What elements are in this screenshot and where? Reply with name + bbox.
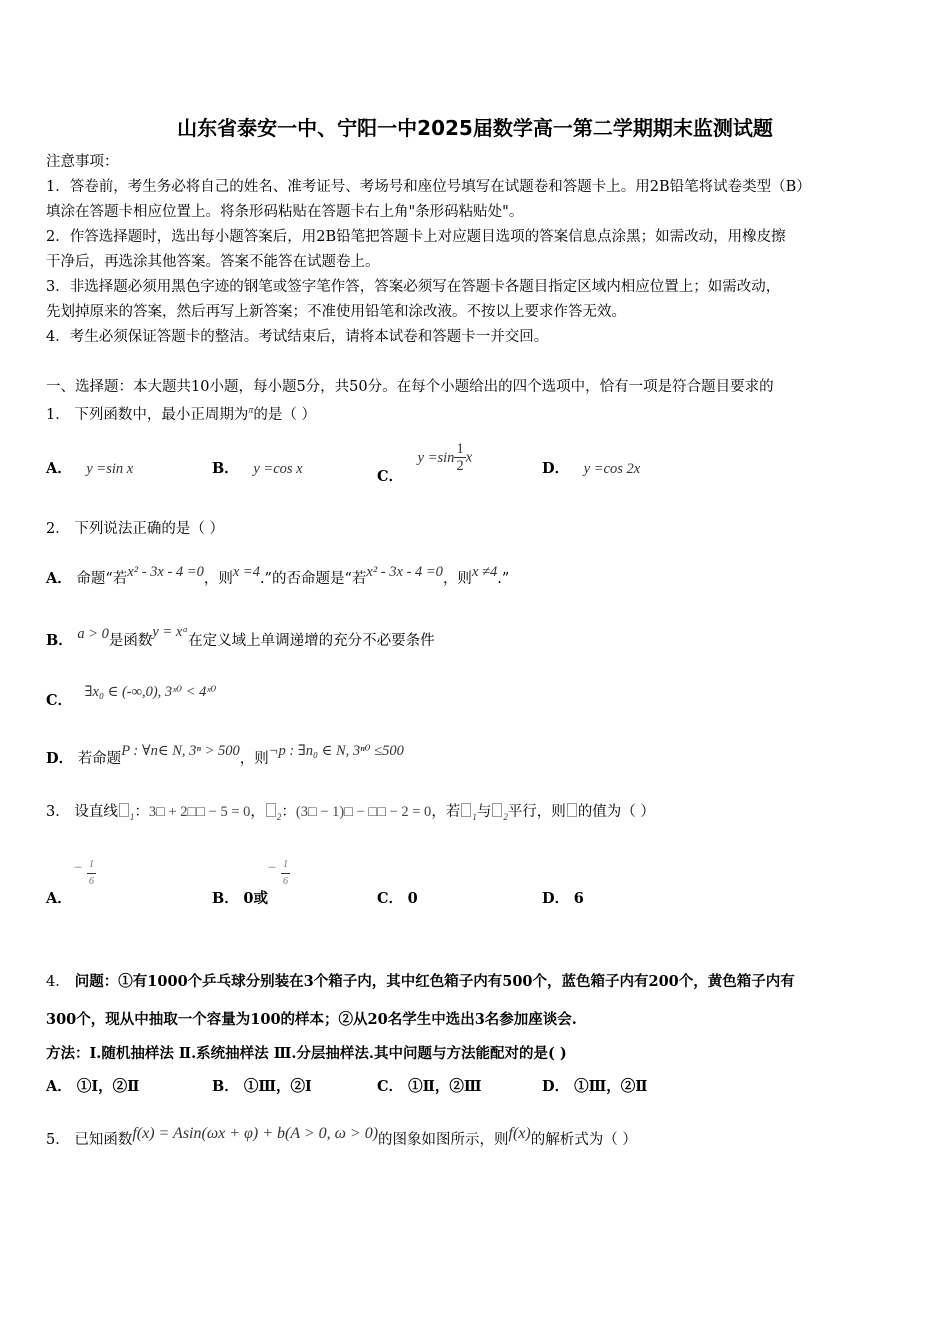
q4-option-c[interactable]: C． ①Ⅱ，②Ⅲ xyxy=(377,1078,482,1095)
note-2b: 干净后，再选涂其他答案。答案不能答在试题卷上。 xyxy=(46,254,380,270)
question-5: 5． 已知函数f(x) = Asin(ωx + φ) + b(A > 0, ω > 0)的图象如图所示，则f(x)的解析式为（ ） xyxy=(46,1125,637,1148)
q1-pi: π xyxy=(248,405,254,416)
q1-option-a[interactable]: A． y =sin x xyxy=(46,460,134,477)
q2-option-b[interactable]: B． a > 0是函数y = xᵃ在定义域上单调递增的充分不必要条件 xyxy=(46,624,435,649)
q1-stem-a: 下列函数中，最小正周期为 xyxy=(74,407,249,423)
question-1 xyxy=(46,401,904,425)
note-1a: 1．答卷前，考生务必将自己的姓名、准考证号、考场号和座位号填写在试题卷和答题卡上。用2B铅笔将试卷类型（B） xyxy=(46,179,811,195)
q2-option-c[interactable]: C． ∃x₀ ∈ (-∞,0), 3ˣ⁰ < 4ˣ⁰ xyxy=(46,684,217,709)
notes-heading: 注意事项： xyxy=(46,154,119,170)
q2-option-a[interactable]: A． 命题“若x² - 3x - 4 =0，则x =4.”的否命题是“若x² - 3x - 4 =0，则x ≠4.” xyxy=(46,564,510,587)
q3-option-c[interactable]: C． 0 xyxy=(377,890,418,907)
placeholder-box-icon xyxy=(567,803,577,817)
note-4: 4．考生必须保证答题卡的整洁。考试结束后，请将本试卷和答题卡一并交回。 xyxy=(46,329,549,345)
q1-number: 1． xyxy=(46,407,70,423)
note-1b: 填涂在答题卡相应位置上。将条形码粘贴在答题卡右上角"条形码粘贴处"。 xyxy=(46,204,524,220)
q2-option-d[interactable]: D． 若命题P : ∀n∈ N, 3ⁿ > 500，则¬p : ∃n₀ ∈ N, 3ⁿ⁰ ≤500 xyxy=(46,743,404,767)
q1-option-b[interactable]: B． y =cos x xyxy=(212,460,303,477)
q1-option-c[interactable]: C． y =sin $\frac{1}{2}$ x xyxy=(377,441,473,485)
q4-option-b[interactable]: B． ①Ⅲ，②Ⅰ xyxy=(212,1078,312,1095)
q1-stem-b: 的是（ ） xyxy=(253,407,316,423)
question-3: 3． 设直线 $_1$：3□ + 2□□ − 5 = 0， $_2$：(3□ − 1)□ − □□ − 2 = 0，若 $_1$与 $_2$平行，则 的值为（ ） xyxy=(46,804,655,822)
note-3b: 先划掉原来的答案，然后再写上新答案；不准使用铅笔和涂改液。不按以上要求作答无效。 xyxy=(46,304,626,320)
page-title: 山东省泰安一中、宁阳一中2025届数学高一第二学期期末监测试题 xyxy=(177,116,773,140)
q1-option-d-expr: y =cos 2x xyxy=(583,461,641,477)
question-4-line-2: 300个，现从中抽取一个容量为100的样本；②从20名学生中选出3名参加座谈会. xyxy=(46,1011,577,1028)
q1-option-c-expr-pre: y =sin xyxy=(417,449,455,466)
note-2a: 2．作答选择题时，选出每小题答案后，用2B铅笔把答题卡上对应题目选项的答案信息点涂黑；如需改动，用橡皮擦 xyxy=(46,229,786,245)
section-heading: 一、选择题：本大题共10小题，每小题5分，共50分。在每个小题给出的四个选项中，恰有一项是符合题目要求的 xyxy=(46,379,774,395)
question-2: 2． 下列说法正确的是（ ） xyxy=(46,521,224,537)
placeholder-box-icon xyxy=(119,803,129,817)
question-4-line-1: 4． 问题：①有1000个乒乓球分别装在3个箱子内，其中红色箱子内有500个，蓝色箱子内有200个，黄色箱子内有 xyxy=(46,973,795,990)
q1-option-c-fraction: $\frac{1}{2}$ xyxy=(456,441,464,474)
q1-option-d[interactable]: D． y =cos 2x xyxy=(542,460,641,477)
question-4-line-3: 方法：Ⅰ.随机抽样法 Ⅱ.系统抽样法 Ⅲ.分层抽样法.其中问题与方法能配对的是( ) xyxy=(46,1045,567,1062)
q4-option-d[interactable]: D． ①Ⅲ，②Ⅱ xyxy=(542,1078,648,1095)
q1-option-b-expr: y =cos x xyxy=(253,461,303,477)
note-3a: 3．非选择题必须用黑色字迹的钢笔或签字笔作答，答案必须写在答题卡各题目指定区域内相应位置上；如需改动， xyxy=(46,279,781,295)
exam-page: 山东省泰安一中、宁阳一中2025届数学高一第二学期期末监测试题 注意事项： 1．答卷前，考生务必将自己的姓名、准考证号、考场号和座位号填写在试题卷和答题卡上。用2B铅笔将试卷类型（B） 填涂在答题卡相应位置上。将条形码粘贴在答题卡右上角"条形码粘贴处"。 2．作答选择题时，选出每小题答案后，用2B铅笔把答题卡上对应题目选项的答案信息点涂黑；如需改动，用橡皮擦 干净后，再选涂其他答案。答案不能答在试题卷上。 3．非选择题必须用黑色字迹的钢笔或签字笔作答，答案必须写在答题卡各题目指定区域内相应位置上；如需改动， 先划掉原来的答案，然后再写上新答案；不准使用铅笔和涂改液。不按以上要求作答无效。 4．考生必须保证答题卡的整洁。考试结束后，请将本试卷和答题卡一并交回。 一、选择题：本大题共10小题，每小题5分，共50分。在每个小题给出的四个选项中，恰有一项是符合题目要求的 1． 下列函数中，最小正周期为$^\pi$的是（ ） A． y =sin x B． y =cos x C． y =sin $\frac{1}{2}$ x D． y =cos 2x 2． 下列说法正确的是（ ） A． 命题“若x² - 3x - 4 =0，则x =4.”的否命题是“若x² - 3x - 4 =0，则x ≠4.” B． a > 0是函数y = xᵃ在定义域上单调递增的充分不必要条件 C． ∃x₀ ∈ (-∞,0), 3ˣ⁰ < 4ˣ⁰ D． 若命题P : ∀n∈ N, 3ⁿ > 500，则¬p : ∃n₀ ∈ N, 3ⁿ⁰ ≤500 3． 设直线 $_1$：3□ + 2□□ − 5 = 0， $_2$：(3□ − 1)□ − □□ − 2 = 0，若 $_1$与 $_2$平行，则 的值为（ ） − $\frac{1}{6}$ A． − $\frac{1}{6}$ B． 0或 C． 0 D． 6 4． 问题：①有1000个乒乓球分别装在3个箱子内，其中红色箱子内有500个，蓝色箱子内有200个，黄色箱子内有 300个，现从中抽取一个容量为100的样本；②从20名学生中选出3名参加座谈会. 方法：Ⅰ.随机抽样法 Ⅱ.系统抽样法 Ⅲ.分层抽样法.其中问题与方法能配对的是( ) A． ①Ⅰ，②Ⅱ B． ①Ⅲ，②Ⅰ C． ①Ⅱ，②Ⅲ D． ①Ⅲ，②Ⅱ 5． 已知函数f(x) = Asin(ωx + φ) + b(A > 0, ω > 0)的图象如图所示，则f(x)的解析式为（ ） xyxy=(0,0,950,1344)
placeholder-box-icon xyxy=(492,803,502,817)
placeholder-box-icon xyxy=(461,803,471,817)
q3-option-d[interactable]: D． 6 xyxy=(542,890,584,907)
placeholder-box-icon xyxy=(266,803,276,817)
q4-option-a[interactable]: A． ①Ⅰ，②Ⅱ xyxy=(46,1078,140,1095)
q1-option-a-expr: y =sin x xyxy=(86,461,134,477)
